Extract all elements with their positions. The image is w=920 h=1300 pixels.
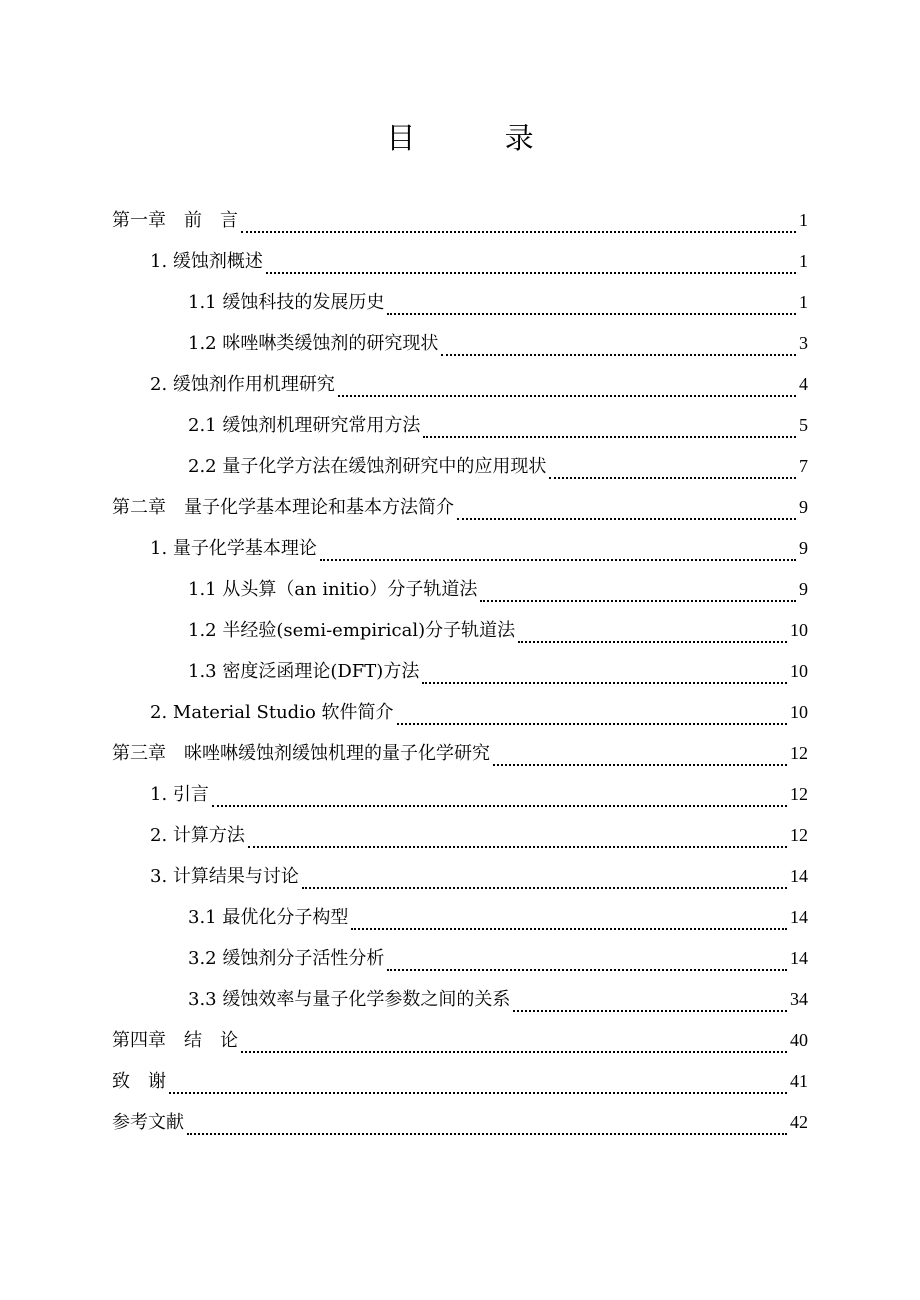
toc-entry[interactable] [150, 528, 808, 568]
toc-entry[interactable] [188, 897, 808, 937]
toc-entry-label: 2. Material Studio 软件简介 [150, 702, 394, 723]
toc-entry-label: 1. 引言 [150, 784, 209, 805]
toc-entry[interactable] [150, 815, 808, 855]
toc-entry-label: 2. 计算方法 [150, 825, 245, 846]
toc-entry-label: 2.2 量子化学方法在缓蚀剂研究中的应用现状 [188, 456, 547, 477]
toc-dot-leader [248, 845, 787, 848]
toc-entry[interactable] [112, 1102, 808, 1142]
toc-entry-label: 2.1 缓蚀剂机理研究常用方法 [188, 415, 421, 436]
toc-entry-page-number: 12 [790, 825, 808, 845]
toc-entry[interactable] [150, 241, 808, 281]
toc-entry-label: 第二章 量子化学基本理论和基本方法简介 [112, 497, 454, 518]
toc-entry-label: 2. 缓蚀剂作用机理研究 [150, 374, 335, 395]
toc-entry-label: 1. 缓蚀剂概述 [150, 251, 263, 272]
toc-entry-page-number: 14 [790, 866, 808, 886]
toc-entry-label: 参考文献 [112, 1112, 184, 1133]
toc-entry[interactable] [112, 200, 808, 240]
toc-dot-leader [423, 435, 796, 438]
toc-dot-leader [169, 1091, 787, 1094]
toc-entry-page-number: 7 [799, 456, 808, 476]
toc-entry-page-number: 1 [799, 210, 808, 230]
toc-entry-page-number: 12 [790, 743, 808, 763]
toc-dot-leader [549, 476, 796, 479]
toc-entry-page-number: 10 [790, 620, 808, 640]
toc-dot-leader [320, 558, 796, 561]
toc-dot-leader [387, 312, 796, 315]
toc-dot-leader [266, 271, 796, 274]
toc-dot-leader [493, 763, 787, 766]
toc-entry[interactable] [112, 1020, 808, 1060]
toc-entry[interactable] [112, 487, 808, 527]
toc-dot-leader [187, 1132, 787, 1135]
toc-dot-leader [422, 681, 787, 684]
toc-entry[interactable] [188, 938, 808, 978]
toc-entry-page-number: 4 [799, 374, 808, 394]
toc-entry-label: 3.1 最优化分子构型 [188, 907, 349, 928]
toc-entry-label: 1.3 密度泛函理论(DFT)方法 [188, 661, 420, 682]
toc-entry-page-number: 42 [790, 1112, 808, 1132]
toc-entry-label: 3. 计算结果与讨论 [150, 866, 299, 887]
toc-entry-label: 3.3 缓蚀效率与量子化学参数之间的关系 [188, 989, 511, 1010]
toc-entry-page-number: 9 [799, 538, 808, 558]
toc-entry[interactable] [150, 692, 808, 732]
toc-entry[interactable] [150, 364, 808, 404]
toc-entry-label: 第四章 结 论 [112, 1030, 238, 1051]
toc-entry-label: 致 谢 [112, 1071, 166, 1092]
toc-entry[interactable] [150, 856, 808, 896]
toc-entry-label: 1. 量子化学基本理论 [150, 538, 317, 559]
toc-dot-leader [302, 886, 787, 889]
toc-entry-label: 第三章 咪唑啉缓蚀剂缓蚀机理的量子化学研究 [112, 743, 490, 764]
toc-entry-label: 1.2 咪唑啉类缓蚀剂的研究现状 [188, 333, 439, 354]
toc-dot-leader [241, 230, 796, 233]
toc-dot-leader [387, 968, 787, 971]
toc-entry[interactable] [188, 323, 808, 363]
toc-dot-leader [480, 599, 796, 602]
toc-dot-leader [351, 927, 787, 930]
toc-dot-leader [513, 1009, 787, 1012]
toc-entry[interactable] [188, 979, 808, 1019]
toc-dot-leader [457, 517, 796, 520]
toc-entry-page-number: 10 [790, 661, 808, 681]
toc-dot-leader [212, 804, 787, 807]
toc-entry-label: 3.2 缓蚀剂分子活性分析 [188, 948, 385, 969]
toc-dot-leader [518, 640, 787, 643]
toc-entry-page-number: 5 [799, 415, 808, 435]
toc-dot-leader [441, 353, 796, 356]
toc-dot-leader [397, 722, 787, 725]
toc-entry-page-number: 1 [799, 292, 808, 312]
toc-dot-leader [241, 1050, 787, 1053]
toc-entry-page-number: 34 [790, 989, 808, 1009]
toc-entry[interactable] [188, 651, 808, 691]
toc-entry-page-number: 3 [799, 333, 808, 353]
toc-entry[interactable] [112, 1061, 808, 1101]
toc-entry[interactable] [188, 610, 808, 650]
toc-entry-page-number: 10 [790, 702, 808, 722]
toc-entry-page-number: 14 [790, 948, 808, 968]
toc-entry-page-number: 40 [790, 1030, 808, 1050]
toc-entry-page-number: 41 [790, 1071, 808, 1091]
toc-entry[interactable] [188, 405, 808, 445]
toc-entry-label: 1.1 缓蚀科技的发展历史 [188, 292, 385, 313]
toc-entry[interactable] [112, 733, 808, 773]
toc-entry[interactable] [150, 774, 808, 814]
toc-entry-page-number: 1 [799, 251, 808, 271]
toc-entry-label: 1.2 半经验(semi-empirical)分子轨道法 [188, 620, 516, 641]
toc-entry[interactable] [188, 569, 808, 609]
toc-entry[interactable] [188, 446, 808, 486]
toc-entry-page-number: 12 [790, 784, 808, 804]
toc-dot-leader [338, 394, 796, 397]
toc-entry[interactable] [188, 282, 808, 322]
toc-entry-page-number: 14 [790, 907, 808, 927]
toc-entry-page-number: 9 [799, 497, 808, 517]
toc-entry-page-number: 9 [799, 579, 808, 599]
toc-title: 目 录 [386, 121, 574, 155]
toc-entry-label: 第一章 前 言 [112, 210, 238, 231]
toc-entry-label: 1.1 从头算（an initio）分子轨道法 [188, 579, 478, 600]
